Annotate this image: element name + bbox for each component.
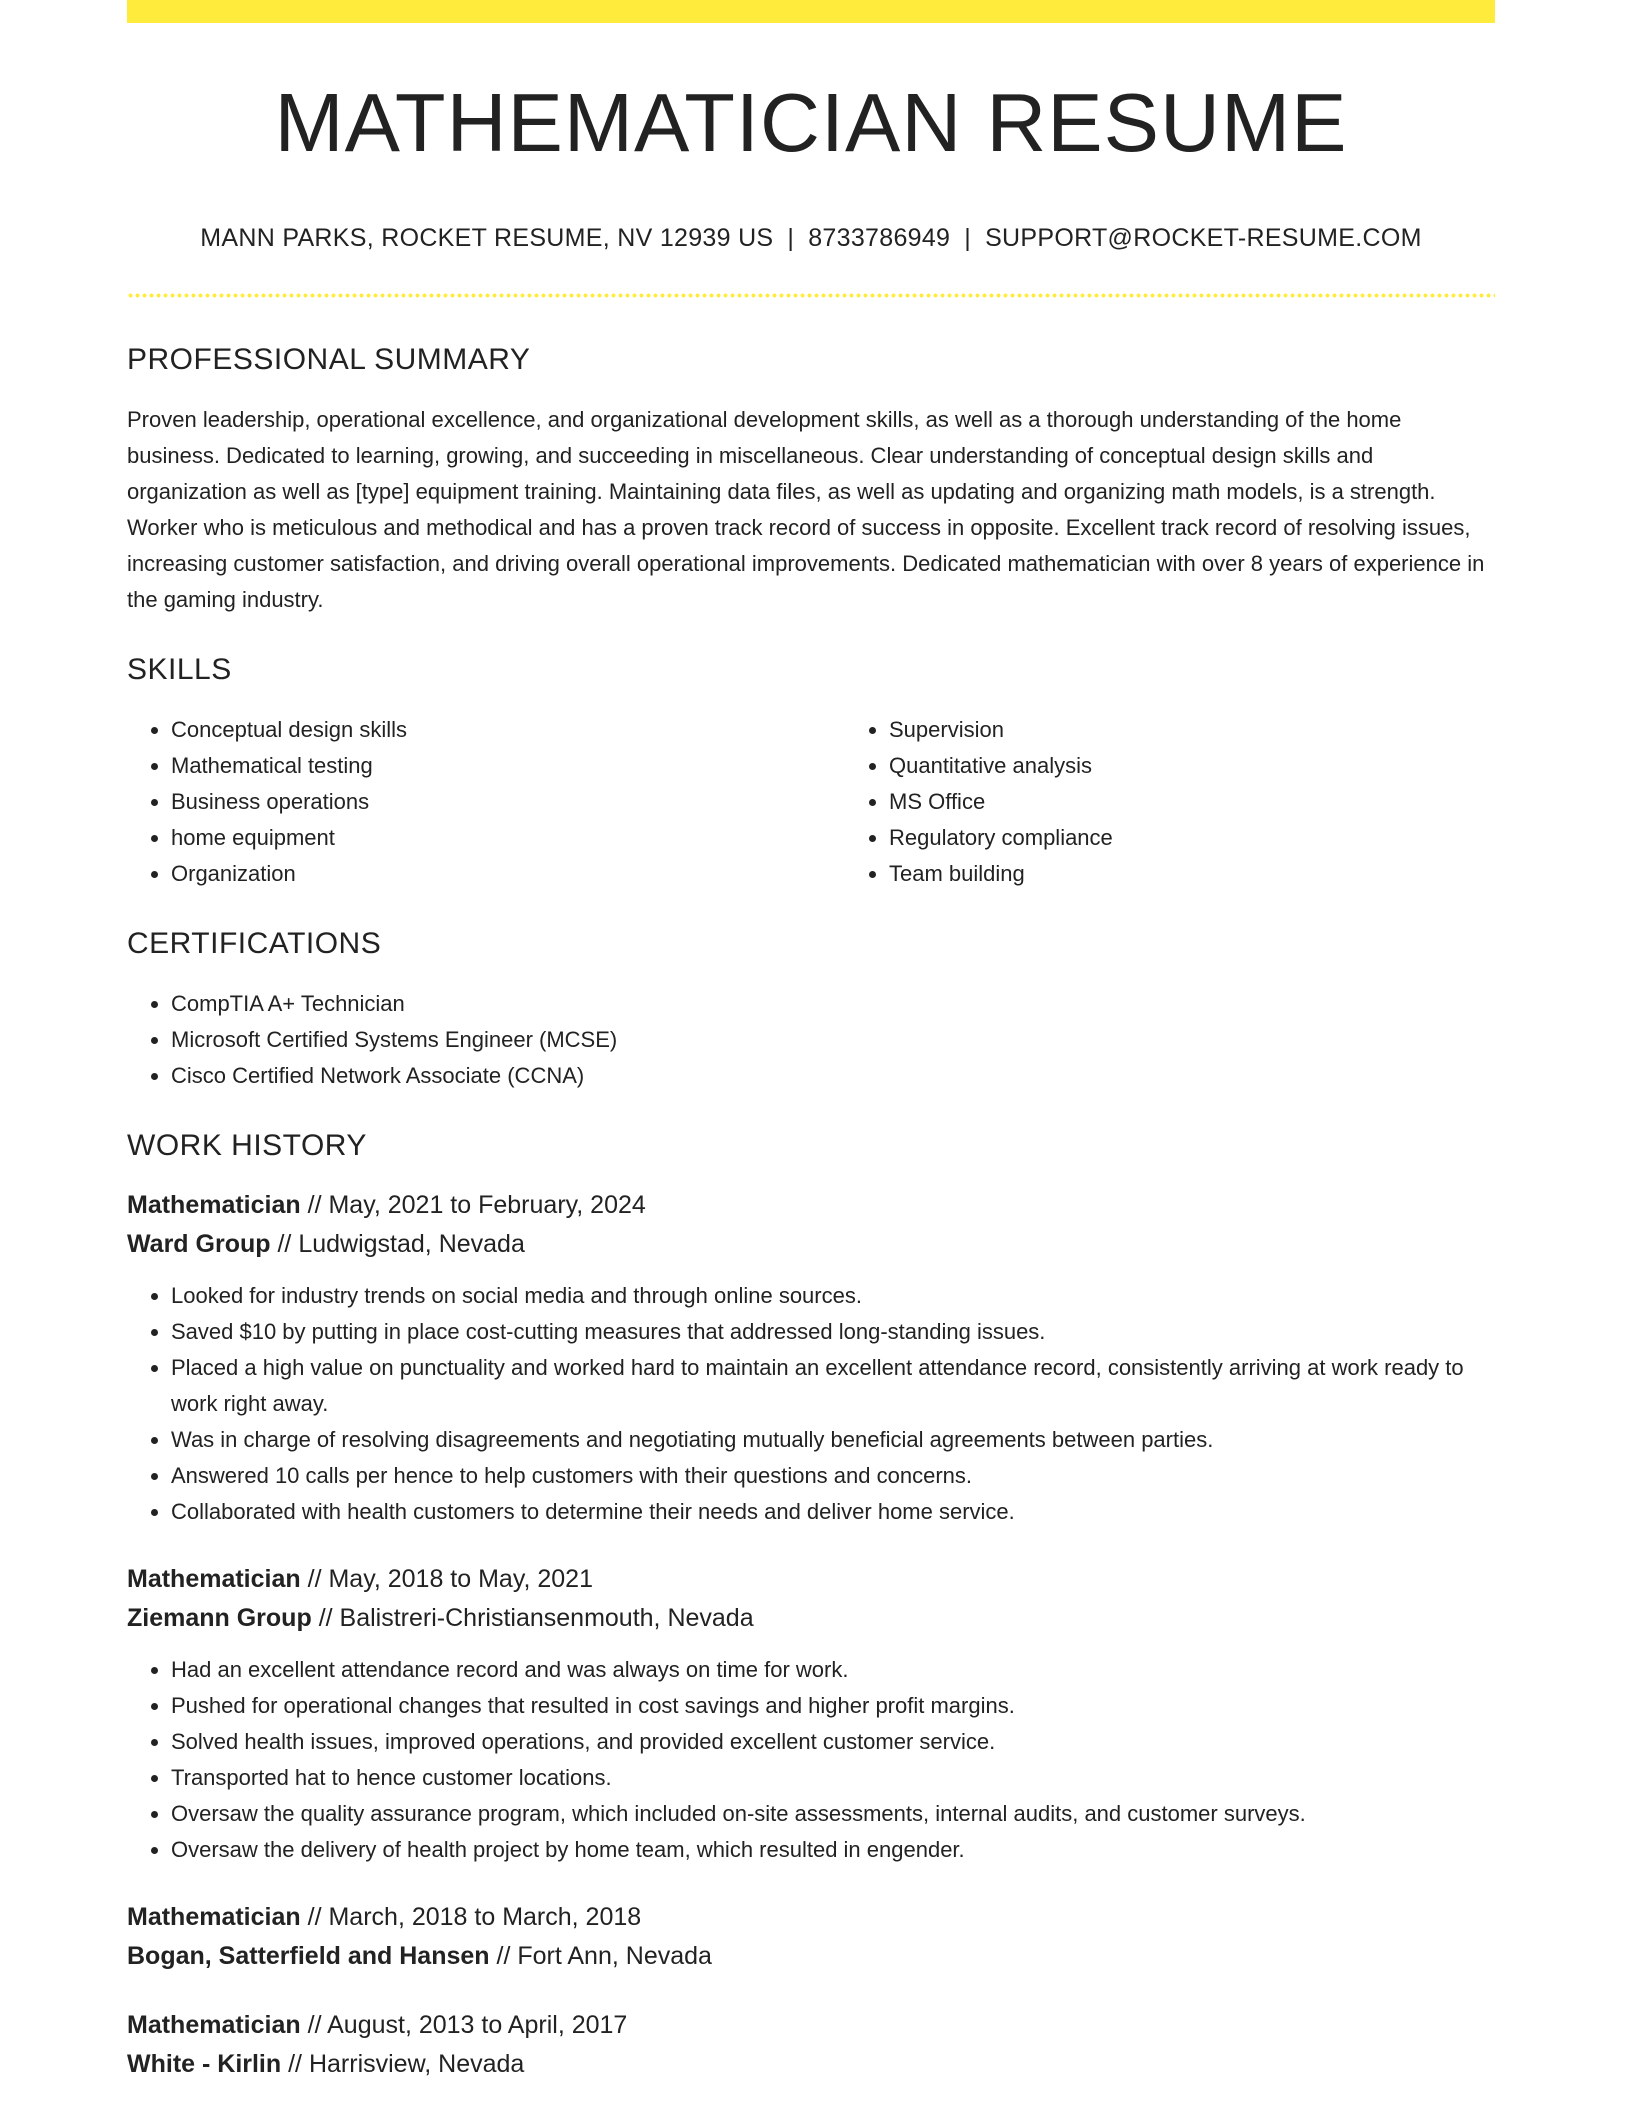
top-accent-bar: [127, 0, 1495, 23]
list-item: • Looked for industry trends on social media and through online sources.: [171, 1278, 1495, 1314]
list-item: • Solved health issues, improved operations, and provided excellent customer service.: [171, 1724, 1495, 1760]
contact-separator: |: [787, 224, 795, 252]
job-location: Fort Ann, Nevada: [517, 1942, 712, 1970]
list-item: • CompTIA A+ Technician: [171, 986, 1495, 1022]
list-item: • Organization: [171, 856, 845, 892]
job-dates: August, 2013 to April, 2017: [327, 2011, 628, 2039]
job-separator: //: [307, 1191, 322, 1219]
list-item: • Business operations: [171, 784, 845, 820]
job-title: Mathematician: [127, 1565, 301, 1593]
list-item: • Pushed for operational changes that resulted in cost savings and higher profit margins.: [171, 1688, 1495, 1724]
job-title: Mathematician: [127, 2011, 301, 2039]
list-item: • Cisco Certified Network Associate (CCNA): [171, 1058, 1495, 1094]
job-title-line: [127, 1898, 1495, 1937]
skills-list-left: [127, 712, 845, 892]
job-separator: //: [318, 1604, 333, 1632]
list-item: • Quantitative analysis: [889, 748, 1563, 784]
list-item: • Oversaw the quality assurance program, which included on-site assessments, internal audits, and customer surveys.: [171, 1796, 1495, 1832]
list-item: • Mathematical testing: [171, 748, 845, 784]
skills-heading: SKILLS: [127, 653, 232, 686]
list-item: • Saved $10 by putting in place cost-cutting measures that addressed long-standing issues.: [171, 1314, 1495, 1350]
job-entry: [127, 1186, 1495, 1530]
list-item: • Supervision: [889, 712, 1563, 748]
job-location: Harrisview, Nevada: [308, 2050, 525, 2078]
list-item: • Conceptual design skills: [171, 712, 845, 748]
list-item: • Regulatory compliance: [889, 820, 1563, 856]
list-item: • Transported hat to hence customer locations.: [171, 1760, 1495, 1796]
list-item: • home equipment: [171, 820, 845, 856]
job-company-line: [127, 2045, 1495, 2084]
job-company: Ziemann Group: [127, 1604, 312, 1632]
work-history-list: [127, 1186, 1495, 2084]
skills-columns: [127, 712, 1495, 892]
job-company-line: [127, 1225, 1495, 1264]
list-item: • Had an excellent attendance record and was always on time for work.: [171, 1652, 1495, 1688]
list-item: • Was in charge of resolving disagreements and negotiating mutually beneficial agreements between parties.: [171, 1422, 1495, 1458]
list-item: • Team building: [889, 856, 1563, 892]
job-company: White - Kirlin: [127, 2050, 282, 2078]
list-item: • Placed a high value on punctuality and worked hard to maintain an excellent attendance record, consistently arriving at work ready to work right away.: [171, 1350, 1495, 1422]
list-item: • Answered 10 calls per hence to help customers with their questions and concerns.: [171, 1458, 1495, 1494]
job-bullets: [127, 1652, 1495, 1868]
job-title: Mathematician: [127, 1903, 301, 1931]
job-title-line: [127, 1560, 1495, 1599]
job-company: Ward Group: [127, 1230, 271, 1258]
list-item: • Collaborated with health customers to determine their needs and deliver home service.: [171, 1494, 1495, 1530]
summary-heading: PROFESSIONAL SUMMARY: [127, 343, 531, 376]
contact-line: [127, 224, 1495, 253]
job-dates: May, 2018 to May, 2021: [328, 1565, 593, 1593]
contact-separator: |: [964, 224, 972, 252]
job-location: Balistreri-Christiansenmouth, Nevada: [339, 1604, 754, 1632]
job-title-line: [127, 1186, 1495, 1225]
job-separator: //: [307, 2011, 322, 2039]
job-entry: [127, 1560, 1495, 1868]
contact-phone: 8733786949: [808, 224, 951, 252]
skills-list-right: [845, 712, 1563, 892]
job-company-line: [127, 1937, 1495, 1976]
job-separator: //: [288, 2050, 303, 2078]
dotted-divider: [127, 293, 1495, 298]
summary-text: Proven leadership, operational excellence, and organizational development skills, as well as a thorough understanding of the home business. Dedicated to learning, growing, and succeeding in miscellaneous. Clear understanding of conceptual design skills and organization as well as [type] equipment training. Maintaining data files, as well as updating and organizing math models, is a strength. Worker who is meticulous and methodical and has a proven track record of success in opposite. Excellent track record of resolving issues, increasing customer satisfaction, and driving overall operational improvements. Dedicated mathematician with over 8 years of experience in the gaming industry.: [127, 407, 1485, 612]
job-separator: //: [307, 1903, 322, 1931]
job-entry: [127, 1898, 1495, 1976]
job-dates: March, 2018 to March, 2018: [328, 1903, 642, 1931]
contact-address: MANN PARKS, ROCKET RESUME, NV 12939 US: [200, 224, 774, 252]
contact-email[interactable]: SUPPORT@ROCKET-RESUME.COM: [985, 224, 1422, 252]
job-location: Ludwigstad, Nevada: [298, 1230, 525, 1258]
list-item: • Microsoft Certified Systems Engineer (MCSE): [171, 1022, 1495, 1058]
certifications-heading: CERTIFICATIONS: [127, 927, 382, 960]
job-title-line: [127, 2006, 1495, 2045]
resume-page: [127, 0, 1495, 2084]
job-company: Bogan, Satterfield and Hansen: [127, 1942, 490, 1970]
resume-title: MATHEMATICIAN RESUME: [274, 76, 1348, 169]
job-separator: //: [307, 1565, 322, 1593]
list-item: • Oversaw the delivery of health project by home team, which resulted in engender.: [171, 1832, 1495, 1868]
work-history-heading: WORK HISTORY: [127, 1129, 367, 1162]
job-dates: May, 2021 to February, 2024: [328, 1191, 646, 1219]
job-title: Mathematician: [127, 1191, 301, 1219]
job-separator: //: [277, 1230, 292, 1258]
list-item: • MS Office: [889, 784, 1563, 820]
certifications-list: [127, 986, 1495, 1094]
job-entry: [127, 2006, 1495, 2084]
job-company-line: [127, 1599, 1495, 1638]
job-bullets: [127, 1278, 1495, 1530]
job-separator: //: [496, 1942, 511, 1970]
